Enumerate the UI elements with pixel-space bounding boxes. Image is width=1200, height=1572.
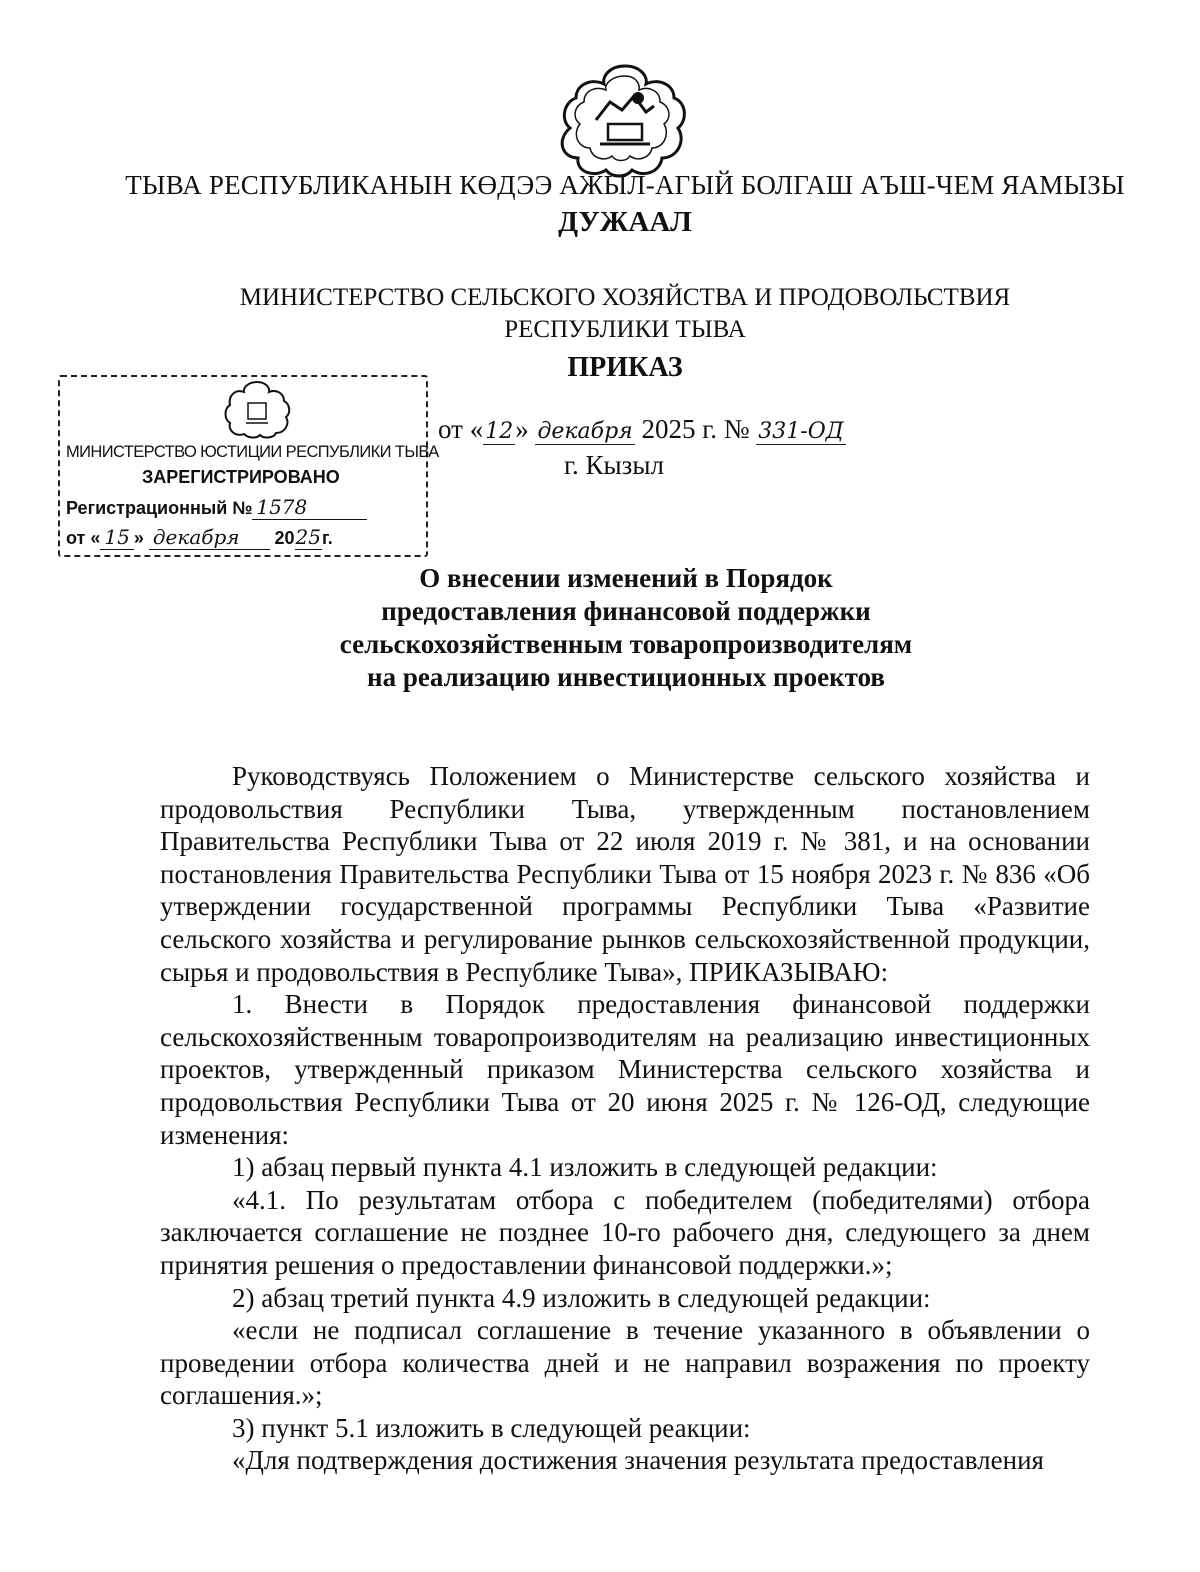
tyva-document-type: ДУЖААЛ	[558, 206, 692, 238]
order-city: г. Кызыл	[564, 450, 664, 480]
paragraph-subitem-1: 1) абзац первый пункта 4.1 изложить в следующей редакции:	[232, 1152, 938, 1183]
subject-line2: предоставления финансовой поддержки	[381, 596, 871, 626]
stamp-year-end: г.	[322, 528, 333, 548]
stamp-date-day: 15	[100, 525, 133, 550]
ministry-name-line2: РЕСПУБЛИКИ ТЫВА	[504, 316, 746, 343]
stamp-registration-number-row	[66, 495, 367, 519]
paragraph-quote-4-1: «4.1. По результатам отбора с победителем (победителями) отбора заключается соглашение не позднее 10-го рабочего дня, следующего за днем принятия решения о предоставлении финансовой поддержки.»;	[160, 1184, 1090, 1280]
registration-stamp	[58, 375, 439, 557]
order-subject	[0, 562, 1200, 694]
paragraph-subitem-2: 2) абзац третий пункта 4.9 изложить в следующей редакции:	[232, 1282, 931, 1313]
order-date-prefix: от «	[438, 414, 484, 444]
tyva-ministry-title: ТЫВА РЕСПУБЛИКАНЫН КӨДЭЭ АЖЫЛ-АГЫЙ БОЛГАШ АЪШ-ЧЕМ ЯАМЫЗЫ	[125, 170, 1125, 200]
order-year: 2025 г. №	[641, 414, 750, 444]
stamp-date-month: декабря	[149, 525, 270, 550]
stamp-reg-label: Регистрационный №	[66, 498, 253, 518]
stamp-registered: ЗАРЕГИСТРИРОВАНО	[142, 467, 340, 487]
stamp-reg-number: 1578	[252, 495, 367, 520]
stamp-ministry: МИНИСТЕРСТВО ЮСТИЦИИ РЕСПУБЛИКИ ТЫВА	[66, 443, 439, 461]
subject-line4: на реализацию инвестиционных проектов	[367, 662, 885, 692]
order-date-quote: »	[515, 414, 529, 444]
stamp-date-prefix: от «	[66, 528, 101, 548]
stamp-date-row	[66, 525, 333, 549]
subject-line3: сельскохозяйственным товаропроизводителям	[339, 629, 913, 659]
order-date-day: 12	[485, 419, 514, 444]
paragraph-subitem-3: 3) пункт 5.1 изложить в следующей реакции:	[232, 1412, 751, 1443]
ministry-name-line1: МИНИСТЕРСТВО СЕЛЬСКОГО ХОЗЯЙСТВА И ПРОДОВОЛЬСТВИЯ	[239, 284, 1011, 311]
order-body	[160, 760, 1090, 1477]
order-number: 331-ОД	[758, 419, 844, 444]
document-type: ПРИКАЗ	[567, 352, 683, 383]
subject-line1: О внесении изменений в Порядок	[419, 563, 833, 593]
stamp-year-prefix: 20	[274, 528, 295, 548]
stamp-year-suffix: 25	[295, 525, 321, 549]
stamp-date-quote: »	[133, 528, 144, 548]
paragraph-item-1: 1. Внести в Порядок предоставления финансовой поддержки сельскохозяйственным товаропроизводителям на реализацию инвестиционных проектов, утвержденный приказом Министерства сельского хозяйства и продовольствия Республики Тыва от 20 июня 2025 г. № 126-ОД, следующие изменения:	[160, 989, 1090, 1150]
paragraph-quote-5-1: «Для подтверждения достижения значения результата предоставления	[232, 1445, 1044, 1476]
paragraph-preamble: Руководствуясь Положением о Министерстве сельского хозяйства и продовольствия Республики Тыва, утвержденным постановлением Правительства Республики Тыва от 22 июля 2019 г. № 381, и на основании постановления Правительства Республики Тыва от 15 ноября 2023 г. № 836 «Об утверждении государственной программы Республики Тыва «Развитие сельского хозяйства и регулирование рынков сельскохозяйственной продукции, сырья и продовольствия в Республике Тыва», ПРИКАЗЫВАЮ:	[160, 761, 1090, 987]
stamp-emblem-icon	[222, 379, 292, 439]
order-date-month: декабря	[537, 419, 633, 444]
coat-of-arms-icon	[560, 62, 690, 180]
paragraph-quote-4-9: «если не подписал соглашение в течение указанного в объявлении о проведении отбора количества дней и не направил возражения по проекту соглашения.»;	[160, 1315, 1090, 1411]
order-date-line	[438, 414, 846, 445]
